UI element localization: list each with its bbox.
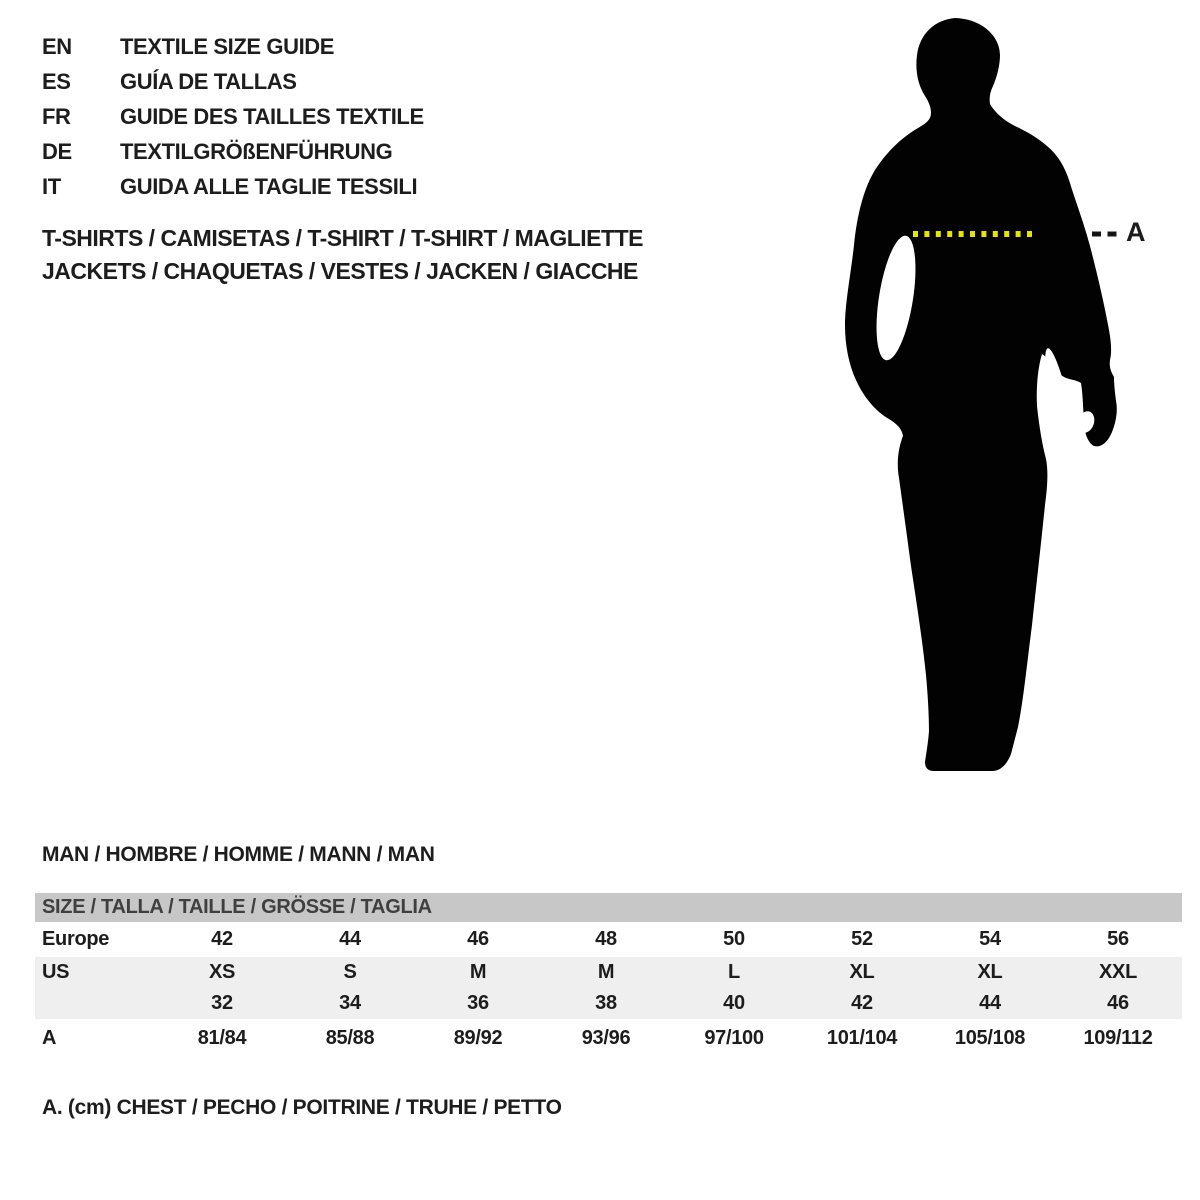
guide-title: TEXTILGRÖßENFÜHRUNG <box>120 139 393 164</box>
size-value: 42 <box>211 928 233 950</box>
language-code: EN <box>42 34 72 59</box>
row-label: US <box>42 961 70 983</box>
man-silhouette <box>843 15 1143 780</box>
size-value: 81/84 <box>197 1027 247 1049</box>
row-label: A <box>42 1027 57 1049</box>
size-value: M <box>469 961 487 983</box>
language-code: ES <box>42 69 71 94</box>
size-value: 89/92 <box>453 1027 503 1049</box>
table-row <box>35 957 1182 988</box>
size-table-header: SIZE / TALLA / TAILLE / GRÖSSE / TAGLIA <box>35 893 1182 922</box>
guide-title: GUIDE DES TAILLES TEXTILE <box>120 104 424 129</box>
size-value: 56 <box>1107 928 1129 950</box>
language-code: IT <box>42 174 61 199</box>
size-value: 42 <box>851 992 873 1014</box>
size-value: S <box>343 961 357 983</box>
man-silhouette-figure <box>843 15 1143 780</box>
section-title: MAN / HOMBRE / HOMME / MANN / MAN <box>42 843 435 866</box>
language-row <box>42 99 424 134</box>
size-value: 93/96 <box>581 1027 631 1049</box>
size-value: XL <box>849 961 875 983</box>
size-value: XS <box>208 961 236 983</box>
measurement-footnote: A. (cm) CHEST / PECHO / POITRINE / TRUHE / PETTO <box>42 1096 562 1119</box>
size-value: 52 <box>851 928 873 950</box>
man-silhouette-path <box>845 18 1117 771</box>
size-value: 109/112 <box>1083 1027 1153 1049</box>
table-row <box>35 1019 1182 1057</box>
size-value: 46 <box>1107 992 1129 1014</box>
language-row <box>42 169 424 204</box>
size-value: 32 <box>211 992 233 1014</box>
size-value: M <box>597 961 615 983</box>
size-value: 105/108 <box>954 1027 1026 1049</box>
size-value: 46 <box>467 928 489 950</box>
size-value: L <box>728 961 740 983</box>
table-row <box>35 988 1182 1019</box>
size-value: 54 <box>979 928 1001 950</box>
size-value: 44 <box>979 992 1001 1014</box>
size-value: 50 <box>723 928 745 950</box>
size-value: 40 <box>723 992 745 1014</box>
measurement-a-label: A <box>1126 217 1146 247</box>
language-code: DE <box>42 139 72 164</box>
size-value: 85/88 <box>325 1027 375 1049</box>
table-row <box>35 922 1182 957</box>
size-value: 44 <box>339 928 361 950</box>
guide-title: GUÍA DE TALLAS <box>120 69 297 94</box>
guide-title: TEXTILE SIZE GUIDE <box>120 34 335 59</box>
guide-title: GUIDA ALLE TAGLIE TESSILI <box>120 174 418 199</box>
language-code: FR <box>42 104 71 129</box>
row-label: Europe <box>42 928 110 950</box>
category-line: JACKETS / CHAQUETAS / VESTES / JACKEN / GIACCHE <box>42 258 638 284</box>
size-value: 97/100 <box>704 1027 764 1049</box>
size-value: XL <box>977 961 1003 983</box>
size-value: 34 <box>339 992 361 1014</box>
size-table <box>35 893 1182 1057</box>
language-row <box>42 64 424 99</box>
size-value: 101/104 <box>826 1027 898 1049</box>
size-value: XXL <box>1099 961 1137 983</box>
size-value: 36 <box>467 992 489 1014</box>
language-row <box>42 29 424 64</box>
size-value: 38 <box>595 992 617 1014</box>
category-line: T-SHIRTS / CAMISETAS / T-SHIRT / T-SHIRT / MAGLIETTE <box>42 225 643 251</box>
category-list <box>42 222 643 288</box>
language-title-list <box>42 29 424 204</box>
size-table-body <box>35 922 1182 1057</box>
size-value: 48 <box>595 928 617 950</box>
language-row <box>42 134 424 169</box>
